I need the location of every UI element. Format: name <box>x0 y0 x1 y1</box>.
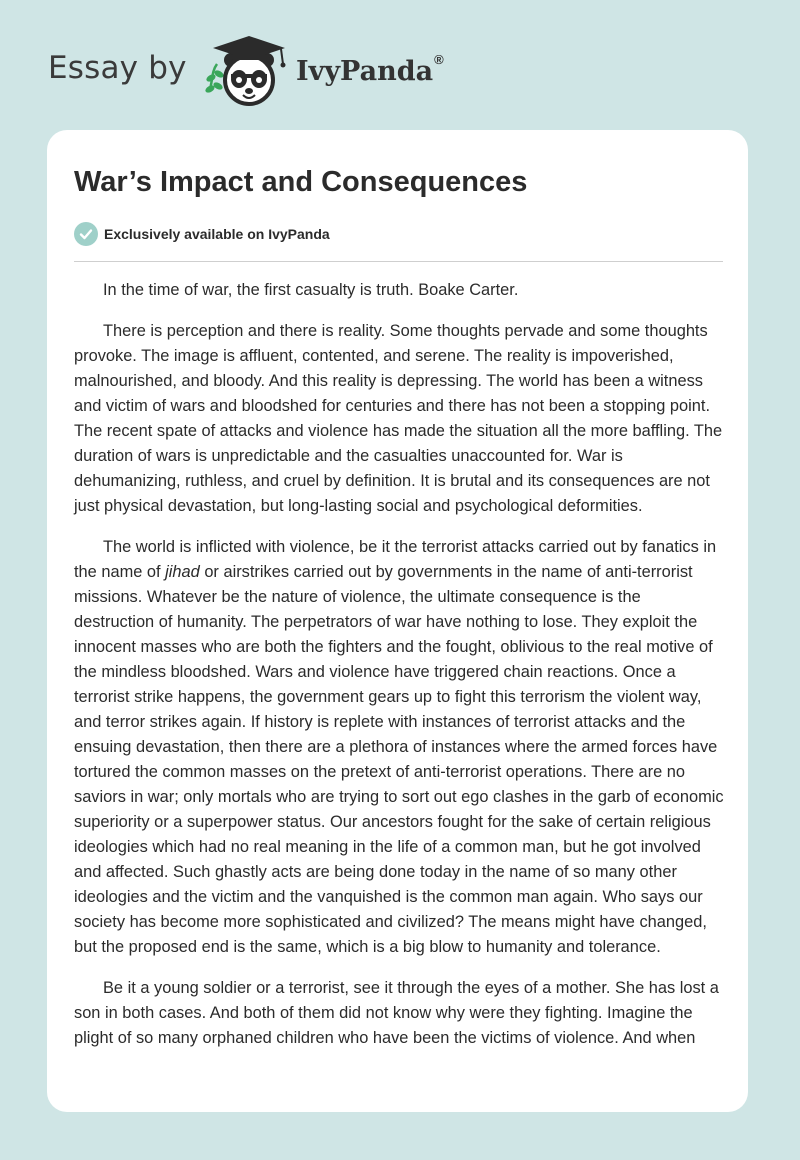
divider <box>74 261 723 262</box>
panda-logo-icon[interactable] <box>201 34 293 110</box>
paragraph-2: There is perception and there is reality. Some thoughts pervade and some thoughts provoke. The image is affluent, contented, and serene. The reality is impoverished, malnourished, and bloody. And this reality is depressing. The world has been a witness and victim of wars and bloodshed for centuries and there has not been a stopping point. The recent spate of attacks and violence has made the situation all the more baffling. The duration of wars is unpredictable and the casualties unaccounted for. War is dehumanizing, ruthless, and cruel by definition. It is brutal and its consequences are not just physical devastation, but long-lasting social and psychological deformities. <box>74 322 723 515</box>
registered-mark: ® <box>434 52 444 67</box>
exclusive-badge-label: Exclusively available on IvyPanda <box>104 226 330 242</box>
exclusive-badge <box>74 222 330 246</box>
paragraph-1: In the time of war, the first casualty is truth. Boake Carter. <box>103 281 519 299</box>
site-header <box>48 34 508 110</box>
essay-by-label: Essay by <box>48 50 187 86</box>
check-circle-icon <box>74 222 98 246</box>
paragraph-3-part-1: The world is inflicted with violence, be it the terrorist attacks carried out by fanatics in the name of <box>74 538 717 581</box>
essay-card <box>47 130 748 1112</box>
paragraph-3 <box>74 535 725 960</box>
paragraph-4: Be it a young soldier or a terrorist, see it through the eyes of a mother. She has lost a son in both cases. And both of them did not know why were they fighting. Imagine the plight of so many orphaned children who have been the victims of violence. And when <box>74 979 719 1047</box>
brand-logo-text[interactable] <box>296 52 444 87</box>
brand-name: IvyPanda <box>296 56 434 87</box>
paragraph-3-part-2: or airstrikes carried out by governments in the name of anti-terrorist missions. Whatever be the nature of violence, the ultimate consequence is the destruction of humanity. The perpetrators of war have nothing to lose. They exploit the innocent masses who are both the fighters and the fought, oblivious to the real motive of the mindless bloodshed. Wars and violence have triggered chain reactions. Once a terrorist strike happens, the government gears up to fight this terrorism the violent way, and terror strikes again. If history is replete with instances of terrorist attacks and the ensuing devastation, then there are a plethora of instances where the armed forces have tortured the common masses on the pretext of anti-terrorist operations. There are no saviors in war; only mortals who are trying to sort out ego clashes in the garb of economic superiority or a superpower status. Our ancestors fought for the sake of certain religious ideologies which had no real meaning in the life of a common man, but he got involved and affected. Such ghastly acts are being done today in the name of so many other ideologies and the victim and the vanquished is the common man again. Who says our society has become more sophisticated and civilized? The means might have changed, but the proposed end is the same, which is a big blow to humanity and tolerance. <box>74 563 724 956</box>
paragraph-3-emphasis: jihad <box>165 563 200 581</box>
page-title: War’s Impact and Consequences <box>74 166 528 198</box>
essay-body <box>74 278 725 1067</box>
